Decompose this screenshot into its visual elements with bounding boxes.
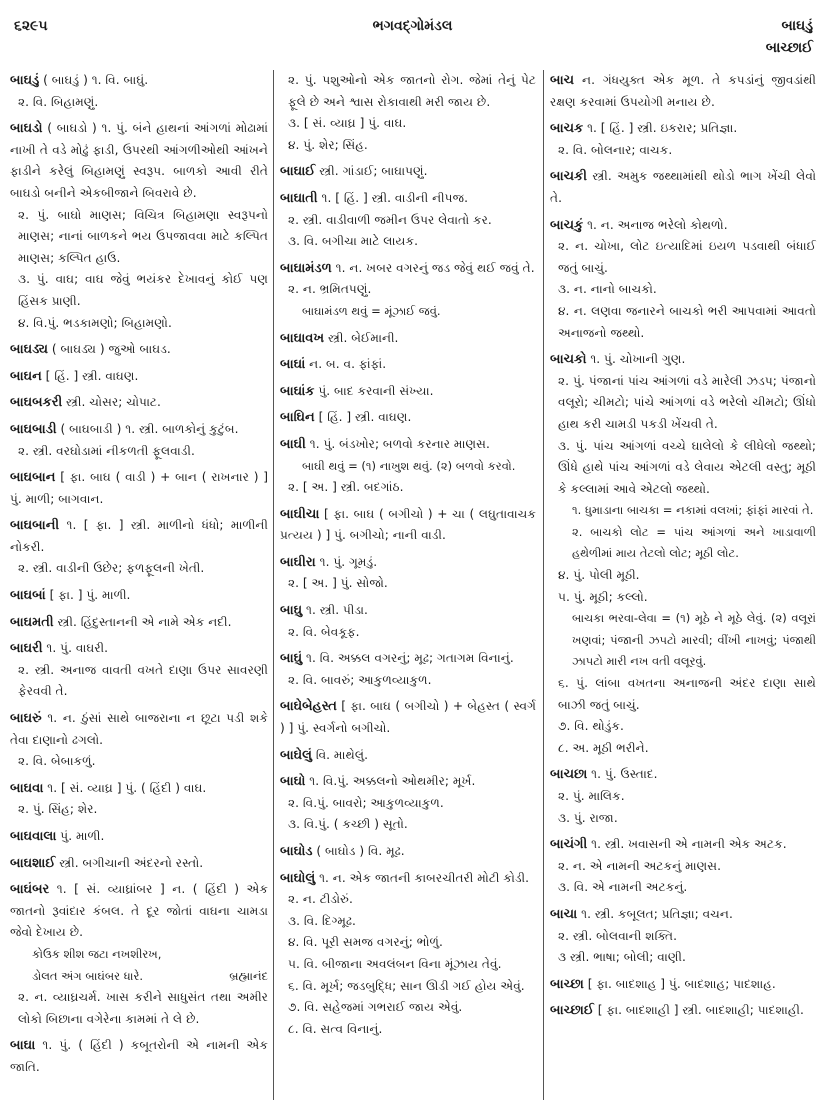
entry-body: ૧. સ્ત્રી. કબૂલત; પ્રતિજ્ઞા; વચન. [577, 906, 733, 921]
column-middle [280, 70, 536, 1045]
dictionary-entry [550, 764, 816, 829]
entry-body: [ ફા. બાઘ ( વાડી ) + બાન ( રાખનાર ) ] પું. માળી; બાગવાન. [10, 470, 268, 506]
headword: બાઘાં [280, 357, 306, 373]
dictionary-entry [550, 904, 816, 969]
dictionary-entry [10, 1035, 268, 1078]
entry-definition [10, 392, 268, 414]
dictionary-entry [280, 381, 536, 403]
dictionary-entry [10, 853, 268, 875]
headword: બાઘબાન [10, 470, 56, 486]
entry-body: ૧. પું. ( હિંદી ) કબૂતરોની એ નામની એક જાતિ. [10, 1038, 268, 1074]
sense: ૪. પું. પોલી મૂઠી. [558, 568, 640, 583]
entry-definition [280, 868, 536, 890]
dictionary-entry [10, 826, 268, 848]
sense: ૨. વિ. બિહામણું. [18, 94, 99, 109]
headword: બાઘુ [280, 603, 303, 619]
usage-example: બાઘી થવું = (૧) નાખુશ થવું. (૨) બળવો કરવો. [302, 458, 516, 473]
headword: બાઘાવખ [280, 330, 325, 346]
entry-definition [10, 1035, 268, 1078]
entry-definition [280, 696, 536, 739]
headword: બાચકી [550, 169, 587, 185]
dictionary-entry [10, 366, 268, 388]
headword: બાચક [550, 121, 584, 137]
entry-definition [10, 118, 268, 204]
sense: ૨. સ્ત્રી. બોલવાની શક્તિ. [558, 928, 677, 943]
sense: ૪. ન. લણવા જનારને બાચકો ભરી આપવામાં આવતો અનાજનો જથ્થો. [558, 303, 816, 340]
sense: ૨. વિ. બાવરું; આકુળવ્યાકુળ. [288, 672, 432, 687]
entry-definition [280, 258, 536, 280]
headword: બાઘીરા [280, 554, 316, 570]
entry-body: ૧. ન. અનાજ ભરેલો કોથળો. [583, 217, 728, 232]
entry-definition [280, 600, 536, 622]
entry-body: ( બાઘોડ ) વિ. મૂઢ. [312, 844, 405, 858]
headword: બાઘેબેહસ્ત [280, 699, 337, 715]
headword: બાઘવા [10, 780, 44, 796]
dictionary-entry [10, 585, 268, 607]
sense: ૮. અ. મૂઠી ભરીને. [558, 740, 649, 755]
headword: બાચછા [550, 767, 588, 783]
dictionary-entry [280, 504, 536, 547]
entry-body: [ ફા. બાઘ ( બગીચો ) + ચા ( લઘુતાવાચક પ્રત્યય ) ] પું. બગીચો; નાની વાડી. [280, 506, 536, 543]
sense: ૨. પું. સિંહ; શેર. [18, 802, 98, 817]
entry-body: [ ફા. બાદશાહી ] સ્ત્રી. બાદશાહી; પાદશાહી. [593, 1003, 804, 1018]
entry-body: ૧. પું. ગૂમડું. [315, 554, 378, 569]
entry-definition [10, 638, 268, 660]
guide-word-first: બાઘડું [781, 18, 813, 34]
page-header [0, 12, 825, 62]
entry-body: પું. બાદ કરવાની સંખ્યા. [314, 383, 434, 398]
sense: ૩. પું. પાંચ આંગળાં વચ્ચે ઘાલેલો કે લીધેલો જથ્થો; ઊંધે હાથે પાંચ આંગળાં વડે લેવાય એટલી વસ્તુ; મૂઠી કે કલ્લામાં આવે એટલો જથ્થો. [558, 438, 816, 496]
dictionary-entry [10, 339, 268, 361]
entry-body: ૧. પું. વાઘરી. [42, 641, 109, 656]
entry-body: ન. બ. વ. ફાંફાં. [305, 357, 387, 372]
entry-definition [10, 70, 268, 92]
sense: ૪. પું. શેર; સિંહ. [288, 137, 368, 152]
entry-definition [550, 118, 816, 140]
sense: ૨. સ્ત્રી. વાડીવાળી જમીન ઉપર લેવાતો કર. [288, 212, 492, 227]
entry-definition [280, 328, 536, 350]
dictionary-entry [280, 771, 536, 836]
headword: બાઘાંક [280, 383, 315, 399]
headword: બાચા [550, 906, 578, 922]
entry-definition [280, 771, 536, 793]
column-right [550, 70, 816, 1027]
entry-body: સ્ત્રી. ચોસર; ચોપાટ. [62, 395, 161, 410]
headword: બાઘબાં [10, 588, 46, 604]
entry-body: વિ. માથેલું. [311, 747, 368, 762]
sense: ૩. વિ. બગીચા માટે લાયક. [288, 234, 418, 249]
entry-definition [550, 215, 816, 237]
entry-body: ૧. [ ફા. ] સ્ત્રી. માળીનો ધંધો; માળીની નોકરી. [10, 518, 268, 554]
dictionary-entry [10, 778, 268, 821]
entry-definition [550, 834, 816, 856]
headword: બાઘબકરી [10, 395, 63, 411]
dictionary-entry [10, 118, 268, 334]
headword: બાચ [550, 73, 575, 88]
entry-body: સ્ત્રી. બેઈમાની. [324, 330, 399, 345]
headword: બાઘવાલા [10, 829, 57, 844]
dictionary-entry [10, 419, 268, 462]
dictionary-entry [550, 1000, 816, 1022]
entry-body: સ્ત્રી. અમુક જથ્થામાંથી થોડો ભાગ ખેંચી લેવો તે. [550, 169, 816, 205]
sense: ૪. વિ. પૂરી સમજ વગરનું; ભોળું. [288, 935, 443, 950]
entry-body: [ હિં. ] સ્ત્રી. વાઘણ. [314, 410, 412, 425]
entry-body: [ ફા. બાઘ ( બગીચો ) + બેહસ્ત ( સ્વર્ગ ) ] પું. સ્વર્ગનો બગીચો. [280, 699, 536, 736]
sense: ૬. પું. લાંબા વખતના અનાજની અંદર દાણા સાથે બાઝી જતું બાચું. [558, 676, 816, 712]
dictionary-entry [280, 328, 536, 350]
headword: બાઘડું [10, 73, 40, 88]
entry-body: ૧. ન. ઠુંસાં સાથે બાજરાના ન છૂટા પડી શકે તેવા દાણાનો ઢગલો. [10, 711, 268, 747]
dictionary-entry [10, 70, 268, 113]
entry-definition [280, 504, 536, 547]
headword: બાઘી [280, 436, 306, 452]
entry-body: [ ફા. બાદશાહ ] પું. બાદશાહ; પાદશાહ. [583, 976, 776, 991]
usage-example: ૧. ધુમાડાના બાચકા = નકામાં વલખાં; ફાંફાં મારવાં તે. [572, 503, 814, 518]
headword: બાચકું [550, 217, 584, 233]
entry-definition [280, 381, 536, 403]
entry-body: [ ફા. ] પું. માળી. [45, 588, 131, 603]
sense: ૨. ન. ટીડોરું. [288, 892, 353, 907]
entry-body: ૧. [ હિં. ] સ્ત્રી. ઇકરાર; પ્રતિજ્ઞા. [583, 121, 738, 136]
entry-definition [10, 515, 268, 558]
sense: ૨. વિ. બોલનાર; વાચક. [558, 142, 673, 157]
headword: બાઘરું [10, 711, 42, 727]
entry-definition [10, 853, 268, 875]
entry-definition [550, 1000, 816, 1022]
entry-body: પું. માળી. [56, 829, 105, 843]
entry-body: ૧. ન. એક જાતની કાબરચીતરી મોટી કોડી. [315, 870, 530, 885]
headword: બાઘાઈ [280, 164, 316, 180]
sense: ૨. સ્ત્રી. વરઘોડામાં નીકળતી ફૂલવાડી. [18, 443, 195, 458]
entry-body: [ હિં. ] સ્ત્રી. વાઘણ. [41, 368, 139, 383]
sense: ૩. વિ.પું. ( કચ્છી ) સૂતો. [288, 817, 408, 832]
entry-definition [10, 826, 268, 848]
headword: બાઘડો [10, 121, 43, 137]
entry-body: ( બાઘડું ) ૧. વિ. બાઘું. [39, 73, 149, 87]
dictionary-entry [280, 354, 536, 376]
dictionary-entry [10, 638, 268, 703]
entry-definition [550, 166, 816, 209]
sense: ૩. વિ. એ નામની અટકનું. [558, 880, 688, 895]
sense: ૨. [ અ. ] પું. સોજો. [288, 576, 388, 591]
headword: બાચ્છા [550, 976, 584, 992]
dictionary-entry [10, 708, 268, 773]
sense: ૫. વિ. બીજાના અવલંબન વિના મૂંઝાય તેવું. [288, 956, 502, 971]
entry-body: ૧. સ્ત્રી. ખવાસની એ નામની એક અટક. [587, 837, 787, 852]
sense: ૨. પું. માલિક. [558, 789, 625, 803]
entry-body: ૧. પું. ચોખાની ગુણ. [586, 352, 686, 367]
sense: ૨. સ્ત્રી. વાડીની ઉછેર; ફળફૂલની ખેતી. [18, 561, 205, 576]
headword: બાઘંબર [10, 882, 50, 898]
sense: ૩ સ્ત્રી. ભાષા; બોલી; વાણી. [558, 950, 686, 965]
headword: બાઘોલું [280, 870, 316, 886]
sense: ૨. ન. ભ્રમિતપણું. [288, 282, 372, 297]
headword: બાઘરી [10, 641, 43, 657]
headword: બાઘશાઈ [10, 855, 56, 871]
headword: બાઘા [10, 1038, 36, 1054]
dictionary-entry [280, 648, 536, 691]
headword: બાઘન [10, 368, 42, 384]
headword: બાચકો [550, 352, 587, 368]
entry-definition [550, 904, 816, 926]
entry-definition [280, 552, 536, 574]
entry-body: ( બાઘડો ) ૧. પું. બંને હાથનાં આંગળાં મોઢામાં નાખી તે વડે મોઢું ફાડી, ઉપરથી આંગળીઓથી આંખને ફાડીને કરેલું બિહામણું સ્વરૂપ. બાળકો આવી રીતે બાઘડો બનીને એકબીજાને બિવરાવે છે. [10, 121, 268, 200]
dictionary-entry [280, 552, 536, 595]
sense: ૨. પું. પશુઓનો એક જાતનો રોગ. જેમાં તેનું પેટ ફૂલે છે અને શ્વાસ રોકાવાથી મરી જાય છે. [288, 73, 536, 109]
usage-example: બાઘામંડળ થવું = મૂંઝાઈ જવું. [302, 303, 441, 318]
usage-example: ડોલત અંગ બાઘંબર ધારે. [32, 968, 144, 983]
sense: ૪. વિ.પું. ભડકામણો; બિહામણો. [18, 315, 172, 330]
entry-definition [550, 70, 816, 113]
entry-definition [280, 407, 536, 429]
dictionary-entry [10, 612, 268, 634]
entry-body: ૧. [ હિં. ] સ્ત્રી. વાડીની નીપજ. [317, 190, 468, 205]
entry-body: ન. ગંધયુક્ત એક મૂળ. તે કપડાંનું જીવડાંથી રક્ષણ કરવામાં ઉપયોગી મનાય છે. [550, 73, 816, 109]
dictionary-entry [550, 215, 816, 345]
dictionary-entry [550, 70, 816, 113]
dictionary-entry [550, 974, 816, 996]
headword: બાચ્છાઈ [550, 1003, 594, 1019]
sense: ૭. વિ. થોડુંક. [558, 719, 624, 734]
sense: ૫. પું. મૂઠી; કલ્લો. [558, 589, 648, 604]
entry-definition [550, 764, 816, 786]
continued-entry [280, 70, 536, 156]
sense: ૮. વિ. સત્વ વિનાનું. [288, 1021, 383, 1036]
headword: બાચંગી [550, 837, 588, 853]
entry-body: ૧. વિ.પું. અક્કલનો ઓથમીર; મૂર્ખ. [305, 774, 476, 789]
sense: ૨. પું. બાઘો માણસ; વિચિત્ર બિહામણા સ્વરૂપનો માણસ; નાનાં બાળકને ભય ઉપજાવવા માટે કલ્પિત માણસ; કલ્પિત હાઉ. [18, 207, 268, 265]
dictionary-entry [280, 600, 536, 643]
entry-definition [280, 188, 536, 210]
column-left [10, 70, 268, 1084]
sense: ૨. સ્ત્રી. અનાજ વાવતી વખતે દાણા ઉપર સાવરણી ફેરવવી તે. [18, 662, 268, 699]
sense: ૩. પું. વાઘ; વાઘ જેવું ભયંકર દેખાવનું કોઈ પણ હિંસક પ્રાણી. [18, 272, 268, 308]
sense: ૨. ન. વ્યાઘ્રચર્મ. ખાસ કરીને સાધુસંત તથા અમીર લોકો બિછાના વગેરેના કામમાં તે લે છે. [18, 990, 268, 1026]
citation: બ્રહ્માનંદ [229, 968, 268, 983]
entry-definition [280, 648, 536, 670]
sense: ૨. વિ.પું. બાવરો; આકુળવ્યાકુળ. [288, 795, 444, 810]
sense: ૬. વિ. મૂર્ખ; જડબુદ્ધિ; સાન ઊડી ગઈ હોય એવું. [288, 978, 525, 993]
entry-definition [10, 366, 268, 388]
page-number: ૬૨૯૫ [14, 18, 48, 34]
dictionary-entry [550, 166, 816, 209]
entry-definition [550, 349, 816, 371]
dictionary-entry [280, 407, 536, 429]
headword: બાઘામંડળ [280, 260, 332, 276]
dictionary-entry [280, 745, 536, 767]
sense: ૨. ન. એ નામની અટકનું માણસ. [558, 858, 722, 873]
headword: બાઘું [280, 651, 303, 667]
entry-definition [10, 708, 268, 751]
column-divider [273, 70, 274, 1100]
dictionary-entry [10, 879, 268, 1030]
column-divider [543, 70, 544, 1100]
entry-definition [280, 161, 536, 183]
dictionary-entry [280, 258, 536, 323]
dictionary-entry [10, 467, 268, 510]
entry-definition [550, 974, 816, 996]
usage-example: બાચકા ભરવા-લેવા = (૧) મૂઠે ને મૂઠે લેવું. (૨) વલૂરાં ખણવાં; પંજાની ઝપટો મારવી; વીંખી નાખવું; પંજાથી ઝાપટો મારી નખ વતી વલૂરવું. [572, 611, 816, 669]
headword: બાઘબાડી [10, 421, 57, 437]
entry-definition [280, 841, 536, 863]
sense: ૩. વિ. દિગ્મૂઢ. [288, 913, 356, 928]
usage-example: કોઉક શીશ જટા નખશીરખ, [32, 946, 162, 961]
headword: બાઘબાની [10, 518, 60, 534]
sense: ૨. [ અ. ] સ્ત્રી. બદગાંઠ. [288, 480, 404, 495]
headword: બાઘડ્ય [10, 342, 48, 358]
entry-definition [10, 778, 268, 800]
usage-example: ૨. બાચકો લોટ = પાંચ આંગળાં અને ખાડાવાળી હથેળીમાં માય તેટલો લોટ; મૂઠી લોટ. [572, 524, 816, 561]
entry-body: ( બાઘડ્ય ) જુઓ બાઘડ. [47, 342, 171, 357]
entry-definition [10, 339, 268, 361]
entry-definition [10, 419, 268, 441]
entry-body: ૧. ન. ખબર વગરનું જડ જેવું થઈ જવું તે. [331, 260, 535, 275]
sense: ૨. વિ. બેવકૂફ. [288, 624, 360, 639]
headword: બાઘિન [280, 410, 315, 426]
headword: બાઘીચા [280, 506, 320, 522]
entry-definition [280, 745, 536, 767]
sense: ૭. વિ. સહેજમાં ગભરાઈ જાય એવું. [288, 1000, 463, 1015]
sense: ૩. ન. નાનો બાચકો. [558, 282, 657, 297]
dictionary-entry [550, 349, 816, 759]
guide-word-last: બાચ્છાઈ [765, 40, 813, 56]
entry-body: ૧. પું. ઉસ્તાદ. [587, 767, 658, 782]
sense: ૨. પું. પંજાનાં પાંચ આંગળાં વડે મારેલી ઝડપ; પંજાનો વલૂરો; ચીમટો; પાંચે આંગળાં વડે ભરેલો ચીમટો; ઊંધો હાથ કરી ચામડી પકડી ખેંચવી તે. [558, 373, 816, 431]
dictionary-entry [280, 841, 536, 863]
entry-definition [10, 879, 268, 944]
headword: બાઘાતી [280, 190, 318, 206]
dictionary-entry [280, 161, 536, 183]
entry-body: સ્ત્રી. ગાંડાઈ; બાઘાપણું. [315, 164, 428, 179]
entry-body: સ્ત્રી. હિંદુસ્તાનની એ નામે એક નદી. [53, 614, 232, 629]
headword: બાઘમતી [10, 614, 54, 630]
running-title: ભગવદ્ગોમંડલ [372, 18, 453, 34]
headword: બાઘોડ [280, 844, 313, 859]
entry-body: સ્ત્રી. બગીચાની અંદરનો રસ્તો. [55, 855, 204, 870]
entry-definition [10, 467, 268, 510]
entry-body: ૧. સ્ત્રી. પીડા. [302, 603, 368, 618]
dictionary-entry [10, 515, 268, 580]
entry-definition [10, 612, 268, 634]
sense: ૩. [ સં. વ્યાઘ્ર ] પું. વાઘ. [288, 116, 407, 131]
entry-body: ૧. પું. બંડખોર; બળવો કરનાર માણસ. [305, 436, 490, 451]
dictionary-entry [10, 392, 268, 414]
sense: ૩. પું. રાજા. [558, 810, 618, 825]
sense: ૨. ન. ચોખા, લોટ ઇત્યાદિમાં ઇયળ પડવાથી બંધાઈ જતું બાચું. [558, 239, 816, 275]
entry-body: ૧. વિ. અક્કલ વગરનું; મૂઢ; ગતાગમ વિનાનું. [302, 651, 514, 666]
dictionary-entry [280, 434, 536, 499]
entry-body: ૧. [ સં. વ્યાઘ્ર ] પું. ( હિંદી ) વાઘ. [43, 780, 207, 795]
entry-body: ૧. [ સં. વ્યાઘ્રાંબર ] ન. ( હિંદી ) એક જાતનો રૂવાંદાર કંબલ. તે દૂર જોતાં વાઘના ચામડા જેવો દેખાય છે. [10, 882, 268, 940]
entry-body: ( બાઘબાડી ) ૧. સ્ત્રી. બાળકોનું કુટુંબ. [56, 421, 239, 436]
dictionary-entry [550, 834, 816, 899]
dictionary-entry [550, 118, 816, 161]
headword: બાઘો [280, 774, 306, 790]
headword: બાઘેલું [280, 747, 312, 763]
dictionary-entry [280, 868, 536, 1041]
dictionary-entry [280, 696, 536, 739]
entry-definition [280, 434, 536, 456]
entry-definition [10, 585, 268, 607]
dictionary-entry [280, 188, 536, 253]
sense: ૨. વિ. બેબાકળું. [18, 754, 96, 769]
entry-definition [280, 354, 536, 376]
